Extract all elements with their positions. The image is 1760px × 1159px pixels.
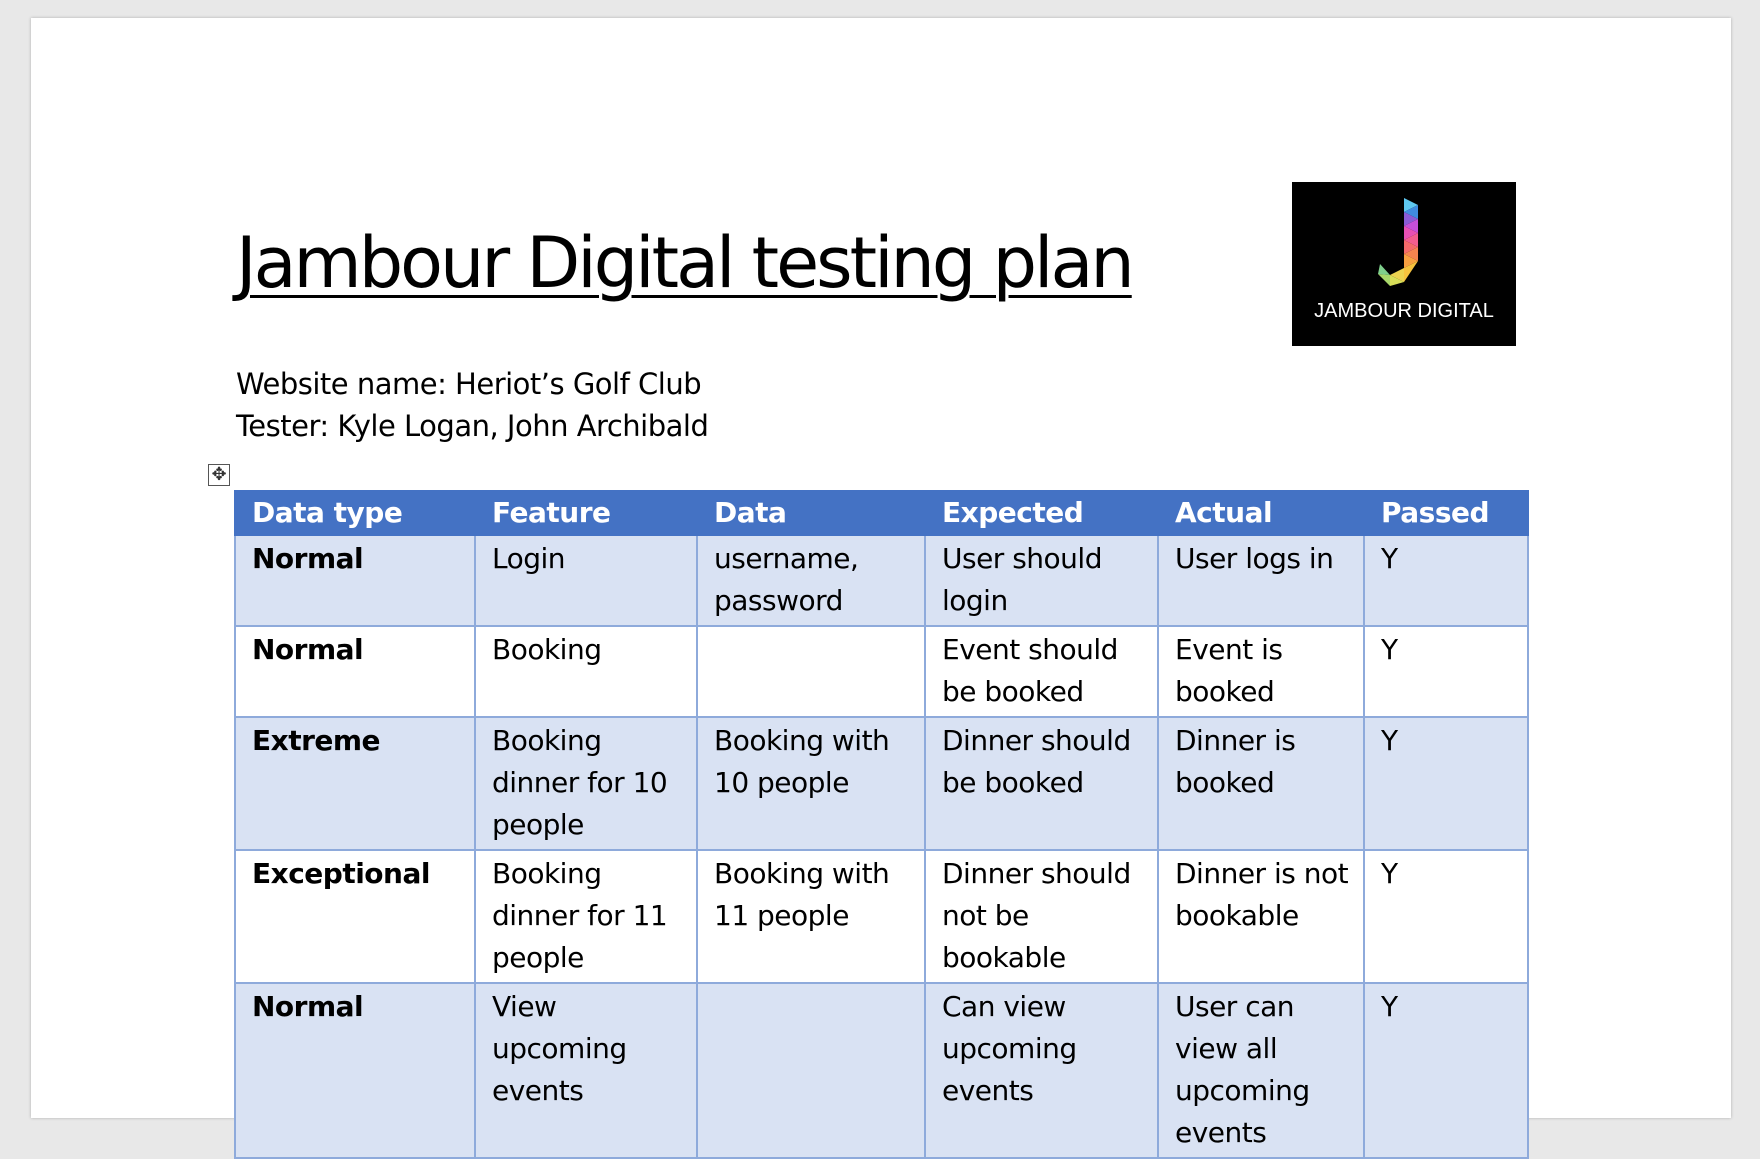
table-row	[235, 717, 1528, 850]
cell-actual: Event is booked	[1158, 626, 1364, 717]
table-header-row	[235, 491, 1528, 535]
cell-data-type: Normal	[235, 983, 475, 1158]
document-title: Jambour Digital testing plan	[236, 222, 1132, 304]
cell-data: Booking with 10 people	[697, 717, 925, 850]
logo-wordmark: JAMBOUR DIGITAL	[1314, 300, 1494, 322]
cell-data-type: Normal	[235, 535, 475, 626]
cell-feature: Booking	[475, 626, 697, 717]
cell-passed: Y	[1364, 626, 1528, 717]
cell-passed: Y	[1364, 983, 1528, 1158]
cell-expected: User should login	[925, 535, 1158, 626]
cell-expected: Event should be booked	[925, 626, 1158, 717]
tester-line: Tester: Kyle Logan, John Archibald	[236, 409, 709, 443]
header-actual: Actual	[1158, 491, 1364, 535]
table-row	[235, 983, 1528, 1158]
header-data-type: Data type	[235, 491, 475, 535]
table-row	[235, 535, 1528, 626]
cell-actual: Dinner is not bookable	[1158, 850, 1364, 983]
header-expected: Expected	[925, 491, 1158, 535]
cell-data-type: Exceptional	[235, 850, 475, 983]
cell-data: username, password	[697, 535, 925, 626]
cell-expected: Dinner should not be bookable	[925, 850, 1158, 983]
cell-feature: Login	[475, 535, 697, 626]
cell-data-type: Normal	[235, 626, 475, 717]
header-passed: Passed	[1364, 491, 1528, 535]
cell-actual: User logs in	[1158, 535, 1364, 626]
cell-expected: Can view upcoming events	[925, 983, 1158, 1158]
cell-actual: User can view all upcoming events	[1158, 983, 1364, 1158]
table-row	[235, 850, 1528, 983]
cell-actual: Dinner is booked	[1158, 717, 1364, 850]
cell-passed: Y	[1364, 535, 1528, 626]
website-name-line: Website name: Heriot’s Golf Club	[236, 367, 702, 401]
cell-data	[697, 983, 925, 1158]
cell-data-type: Extreme	[235, 717, 475, 850]
document-page	[31, 18, 1731, 1149]
cell-passed: Y	[1364, 717, 1528, 850]
document-meta	[236, 363, 708, 447]
cell-data: Booking with 11 people	[697, 850, 925, 983]
cell-expected: Dinner should be booked	[925, 717, 1158, 850]
testing-plan-table	[234, 490, 1529, 1159]
header-feature: Feature	[475, 491, 697, 535]
cell-passed: Y	[1364, 850, 1528, 983]
cell-feature: Booking dinner for 11 people	[475, 850, 697, 983]
company-logo	[1292, 182, 1516, 346]
table-move-handle-icon[interactable]: ✥	[208, 464, 230, 486]
logo-j-mark	[1366, 194, 1442, 294]
table-row	[235, 626, 1528, 717]
cell-data	[697, 626, 925, 717]
cell-feature: Booking dinner for 10 people	[475, 717, 697, 850]
cell-feature: View upcoming events	[475, 983, 697, 1158]
header-data: Data	[697, 491, 925, 535]
